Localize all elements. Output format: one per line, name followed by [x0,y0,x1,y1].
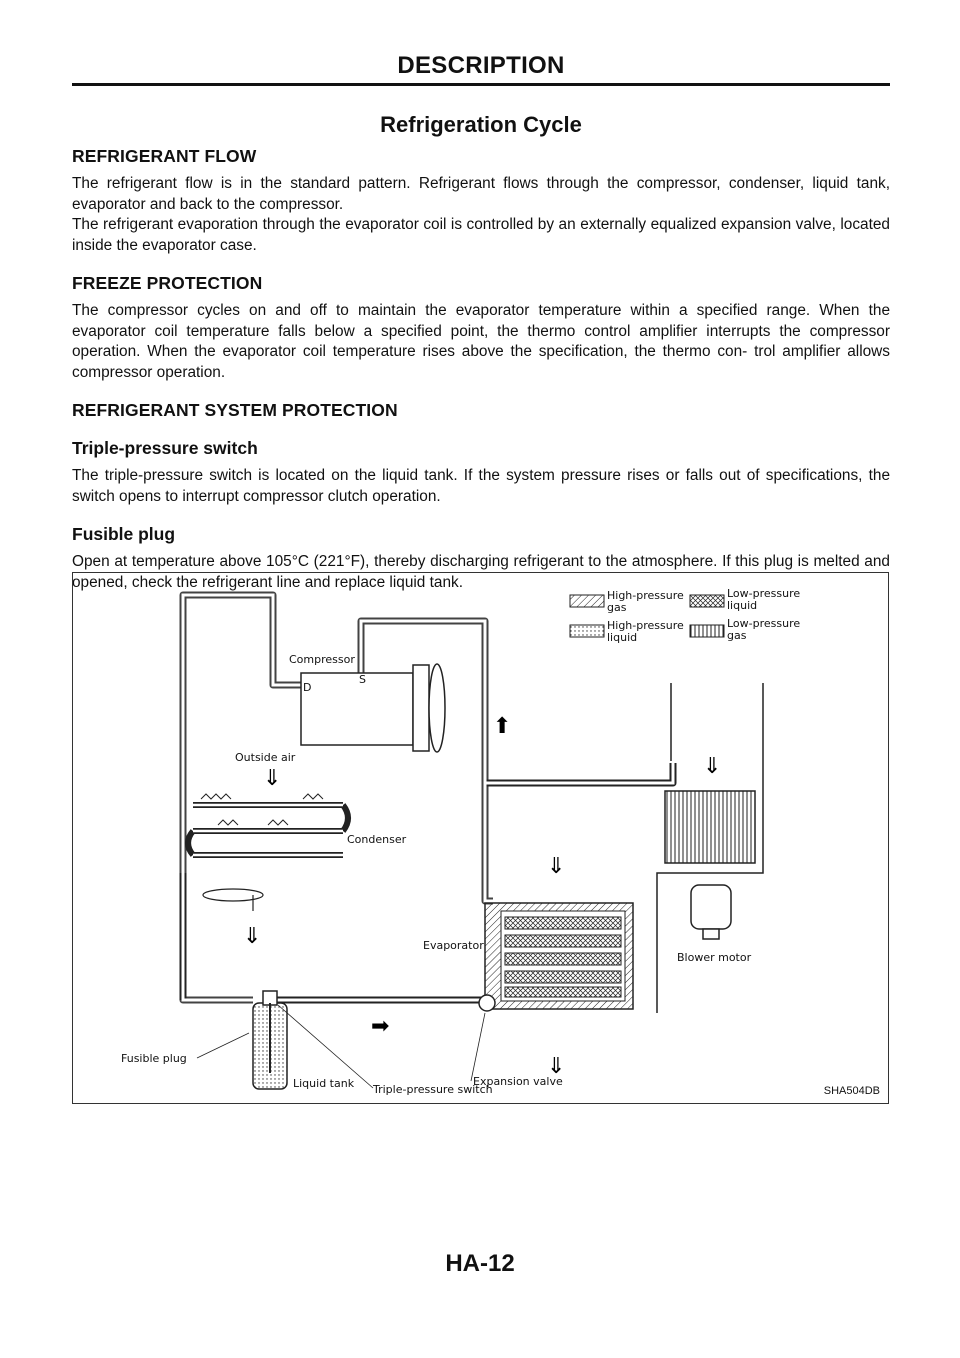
evaporator [423,854,633,1088]
suction-port-label: S [359,673,366,686]
legend-lp-liquid-2: liquid [727,599,758,612]
legend-swatch-lp-liquid [690,595,724,607]
blower-motor-label: Blower motor [677,951,752,964]
fusible-plug-label: Fusible plug [121,1052,187,1065]
liquid-tank [121,991,493,1096]
legend-swatch-lp-gas [690,625,724,637]
expansion-valve-label: Expansion valve [473,1075,563,1088]
triple-pressure-switch-heading: Triple-pressure switch [72,438,258,458]
liquid-tank-label: Liquid tank [293,1077,355,1090]
triple-pressure-switch-paragraph: The triple-pressure switch is located on the liquid tank. If the system pressure rises or falls out of specifications, the switch opens to interrupt compressor clutch operation. [72,467,890,505]
legend-hp-gas-2: gas [607,601,627,614]
header-divider [72,83,890,86]
legend-hp-liquid-2: liquid [607,631,638,644]
legend-lp-liquid-1: Low-pressure [727,587,801,600]
refrigeration-cycle-diagram [72,572,889,1104]
system-protection-heading: REFRIGERANT SYSTEM PROTECTION [72,400,398,420]
fusible-plug-heading: Fusible plug [72,524,176,544]
compressor-label: Compressor [289,653,355,666]
section-header: DESCRIPTION [397,52,565,79]
refrigerant-flow-paragraph-1: The refrigerant flow is in the standard pattern. Refrigerant flows through the compressor, condenser, liquid tank, evaporator and back to the compressor. [72,175,890,213]
freeze-protection-paragraph: The compressor cycles on and off to maintain the evaporator temperature within a specified range. When the evaporator coil temperature falls below a specified point, the thermo control amplifier interrupts the compressor operation. When the evaporator coil temperature rises above the specification, the thermo con- trol amplifier allows compressor operation. [72,302,890,381]
blower [657,683,763,1013]
compressor [289,653,445,752]
fusible-plug-paragraph: Open at temperature above 105°C (221°F), thereby discharging refrigerant to the atmosphere. If this plug is melted and opened, check the refrigerant line and replace liquid tank. [72,553,890,591]
flow-right-arrow-icon: ➡ [371,1014,390,1039]
suction-line [361,621,493,901]
condenser-fan-icon [203,889,263,901]
discharge-port-label: D [303,681,312,694]
triple-pressure-switch-label: Triple-pressure switch [373,1083,493,1096]
flow-up-arrow-icon: ⬆ [493,714,512,739]
air-flow-arrow-icon: ⇓ [263,766,282,791]
legend-hp-gas-1: High-pressure [607,589,684,602]
legend-hp-liquid-1: High-pressure [607,619,684,632]
page-number: HA-12 [445,1250,515,1277]
discharge-line [183,595,301,1000]
outside-air-label: Outside air [235,751,296,764]
figure-code: SHA504DB [823,1085,880,1097]
page-title: Refrigeration Cycle [380,112,582,137]
expansion-valve-icon [479,995,495,1011]
condenser-label: Condenser [347,833,407,846]
freeze-protection-heading: FREEZE PROTECTION [72,273,263,293]
legend [570,587,800,644]
refrigerant-flow-paragraph-2: The refrigerant evaporation through the evaporator coil is controlled by an externally equalized expansion valve, located inside the evaporator case. [72,216,890,254]
legend-swatch-hp-liquid [570,625,604,637]
refrigerant-flow-heading: REFRIGERANT FLOW [72,146,257,166]
air-flow-arrow-icon: ⇓ [547,1054,566,1079]
evaporator-return [485,763,673,783]
air-flow-arrow-icon: ⇓ [243,924,262,949]
condenser [188,794,407,911]
legend-lp-gas-1: Low-pressure [727,617,801,630]
air-flow-arrow-icon: ⇓ [547,854,566,879]
document-body [72,146,890,593]
evaporator-label: Evaporator [423,939,484,952]
air-flow-arrow-icon: ⇓ [703,754,722,779]
legend-swatch-hp-gas [570,595,604,607]
legend-lp-gas-2: gas [727,629,747,642]
